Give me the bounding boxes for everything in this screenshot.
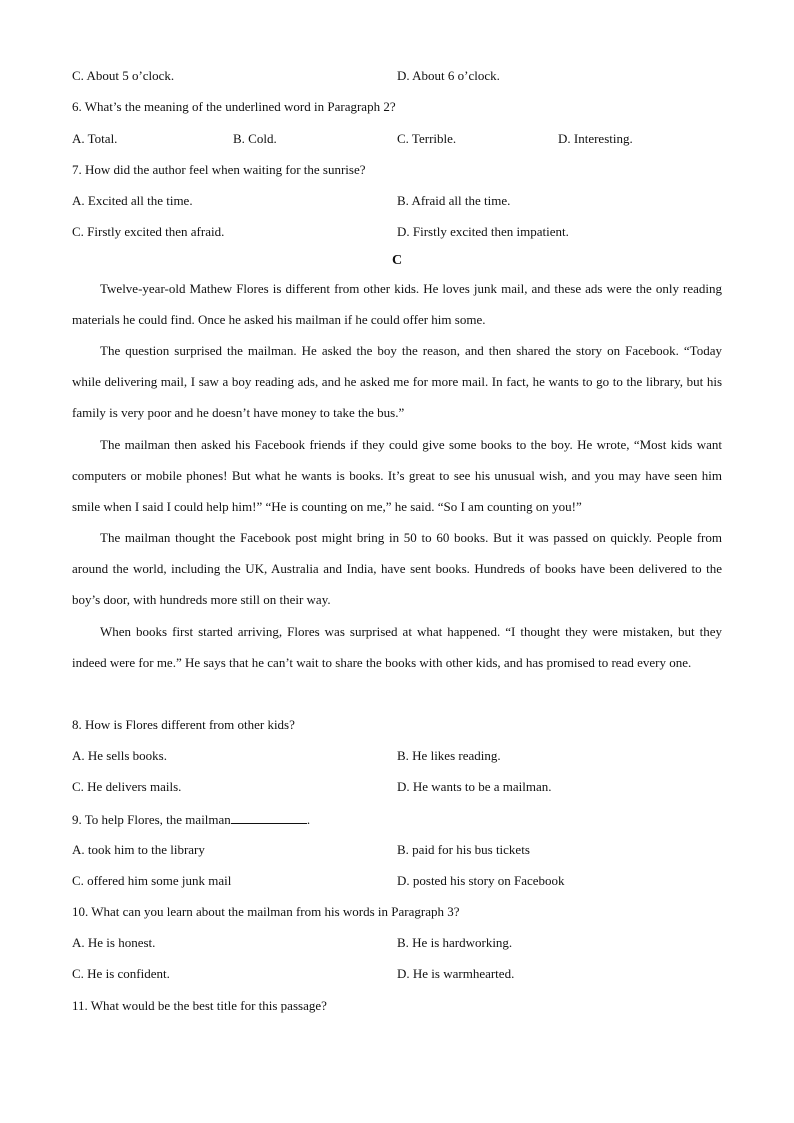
passage-paragraph-2: The question surprised the mailman. He asked the boy the reason, and then shared the story on Facebook. “Today while delivering mail, I saw a boy reading ads, and he asked me for more mail. In fact, he wants to go to the library, but his family is very poor and he doesn’t have money to take the bus.”	[72, 343, 722, 420]
q10-option-b: B. He is hardworking.	[397, 935, 513, 950]
section-heading: C	[391, 253, 403, 268]
q9-stem-text: 9. To help Flores, the mailman	[72, 812, 231, 827]
q10-option-d: D. He is warmhearted.	[397, 966, 515, 981]
q9-option-a: A. took him to the library	[72, 842, 205, 857]
q10-stem: 10. What can you learn about the mailman from his words in Paragraph 3?	[72, 904, 460, 919]
answer-blank	[231, 811, 307, 824]
q10-option-c: C. He is confident.	[72, 966, 170, 981]
q5-option-d: D. About 6 o’clock.	[397, 68, 500, 83]
q7-option-d: D. Firstly excited then impatient.	[397, 224, 569, 239]
q5-option-c: C. About 5 o’clock.	[72, 68, 175, 83]
q9-option-b: B. paid for his bus tickets	[397, 842, 530, 857]
q9-stem-end: .	[306, 812, 311, 827]
q9-option-c: C. offered him some junk mail	[72, 873, 232, 888]
q8-option-c: C. He delivers mails.	[72, 779, 182, 794]
passage-paragraph-1: Twelve-year-old Mathew Flores is different from other kids. He loves junk mail, and these ads were the only reading materials he could find. Once he asked his mailman if he could offer him some.	[72, 281, 722, 327]
q9-stem	[72, 811, 310, 828]
q6-option-b: B. Cold.	[233, 131, 277, 146]
q7-option-a: A. Excited all the time.	[72, 193, 193, 208]
q8-stem: 8. How is Flores different from other kids?	[72, 717, 295, 732]
passage-paragraph-4: The mailman thought the Facebook post might bring in 50 to 60 books. But it was passed on quickly. People from around the world, including the UK, Australia and India, have sent books. Hundreds of books have been delivered to the boy’s door, with hundreds more still on their way.	[72, 530, 722, 607]
q8-option-b: B. He likes reading.	[397, 748, 501, 763]
passage-paragraph-5: When books first started arriving, Flores was surprised at what happened. “I thought they were mistaken, but they indeed were for me.” He says that he can’t wait to share the books with other kids, and has promised to read every one.	[72, 624, 722, 670]
q7-option-b: B. Afraid all the time.	[397, 193, 511, 208]
q7-stem: 7. How did the author feel when waiting for the sunrise?	[72, 162, 366, 177]
q6-stem: 6. What’s the meaning of the underlined word in Paragraph 2?	[72, 99, 396, 114]
q6-option-c: C. Terrible.	[397, 131, 457, 146]
passage-paragraph-3: The mailman then asked his Facebook friends if they could give some books to the boy. He wrote, “Most kids want computers or mobile phones! But what he wants is books. It’s great to see his unusual wish, and you may have seen him smile when I said I could help him!” “He is counting on me,” he said. “So I am counting on you!”	[72, 437, 722, 514]
q7-option-c: C. Firstly excited then afraid.	[72, 224, 225, 239]
q9-option-d: D. posted his story on Facebook	[397, 873, 565, 888]
q11-stem: 11. What would be the best title for this passage?	[72, 998, 327, 1013]
q8-option-a: A. He sells books.	[72, 748, 167, 763]
q10-option-a: A. He is honest.	[72, 935, 156, 950]
q8-option-d: D. He wants to be a mailman.	[397, 779, 552, 794]
q6-option-a: A. Total.	[72, 131, 118, 146]
q6-option-d: D. Interesting.	[558, 131, 633, 146]
